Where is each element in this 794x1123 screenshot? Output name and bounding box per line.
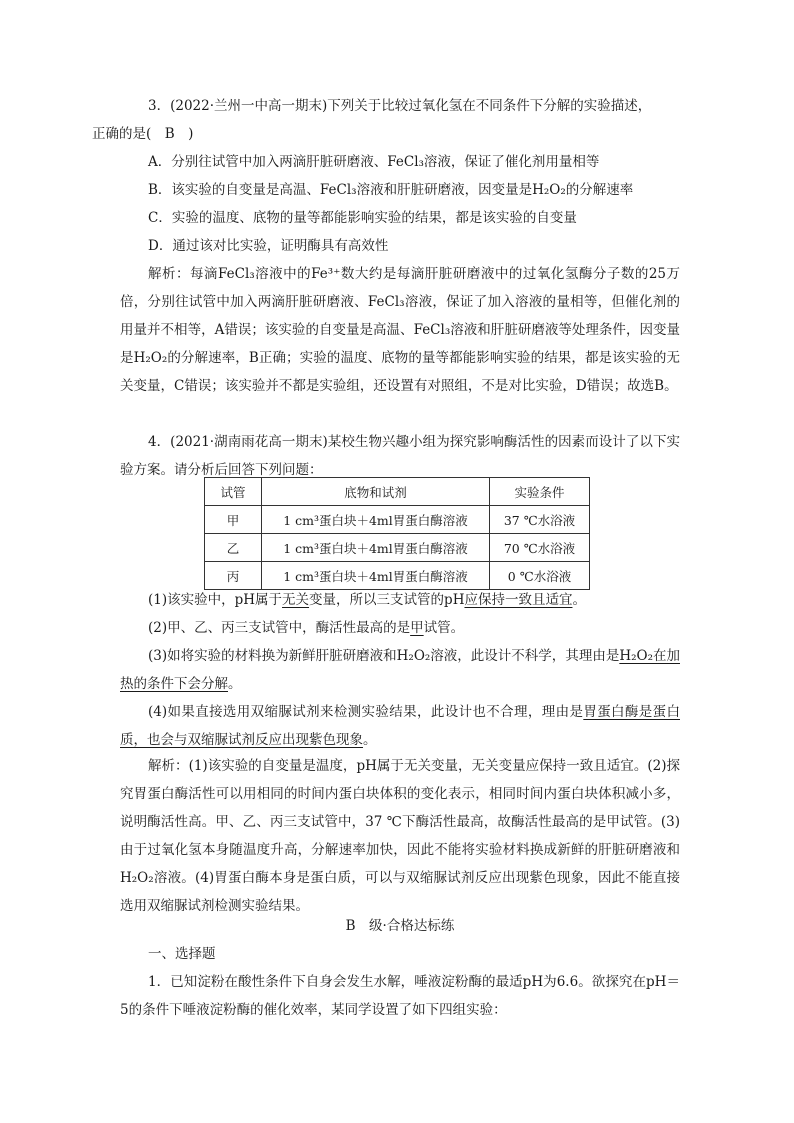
section-b-title: B 级·合格达标练 (345, 918, 455, 934)
table-row (205, 506, 590, 534)
answer-blank: 甲 (410, 620, 424, 636)
answer-blank: 胃蛋白酶是蛋白质，也会与双缩脲试剂反应出现紫色现象 (120, 704, 680, 748)
table-cell: 1 cm³蛋白块＋4ml胃蛋白酶溶液 (262, 506, 490, 534)
q3-option-c: C．实验的温度、底物的量等都能影响实验的结果，都是该实验的自变量 (148, 210, 577, 226)
table-row (205, 534, 590, 562)
table-cell: 甲 (205, 506, 262, 534)
table-header-row (205, 478, 590, 506)
table-cell: 0 ℃水浴液 (490, 562, 590, 590)
table-header: 底物和试剂 (262, 478, 490, 506)
q4-answer-4: (4)如果直接选用双缩脲试剂来检测实验结果，此设计也不合理，理由是胃蛋白酶是蛋白质，也会与双缩脲试剂反应出现紫色现象。 (120, 704, 680, 748)
table-header: 试管 (205, 478, 262, 506)
table-header: 实验条件 (490, 478, 590, 506)
table-cell: 70 ℃水浴液 (490, 534, 590, 562)
answer-blank: 无关 (282, 592, 310, 608)
q3-option-a: A．分别往试管中加入两滴肝脏研磨液、FeCl₃溶液，保证了催化剂用量相等 (148, 154, 600, 170)
q3-option-b: B．该实验的自变量是高温、FeCl₃溶液和肝脏研磨液，因变量是H₂O₂的分解速率 (148, 182, 634, 198)
q4-analysis: 解析：(1)该实验的自变量是温度，pH属于无关变量，无关变量应保持一致且适宜。(2)探究胃蛋白酶活性可以用相同的时间内蛋白块体积的变化表示，相同时间内蛋白块体积减小多，说明酶活性高。甲、乙、丙三支试管中，37 ℃下酶活性最高，故酶活性最高的是甲试管。(3)由于过氧化氢本身随温度升高，分解速率加快，因此不能将实验材料换成新鲜的肝脏研磨液和H₂O₂溶液。(4)胃蛋白酶本身是蛋白质，可以与双缩脲试剂反应出现紫色现象，因此不能直接选用双缩脲试剂检测实验结果。 (120, 758, 680, 914)
experiment-table (204, 477, 590, 590)
answer-blank: 应保持一致且适宜 (464, 592, 573, 608)
q3-line2: 正确的是( B ) (92, 126, 194, 142)
table-cell: 乙 (205, 534, 262, 562)
section-b-q1: 1．已知淀粉在酸性条件下自身会发生水解，唾液淀粉酶的最适pH为6.6。欲探究在pH＝5的条件下唾液淀粉酶的催化效率，某同学设置了如下四组实验： (120, 974, 680, 1018)
section-b-subtitle: 一、选择题 (148, 946, 216, 962)
table-cell: 37 ℃水浴液 (490, 506, 590, 534)
q3-analysis: 解析：每滴FeCl₃溶液中的Fe³⁺数大约是每滴肝脏研磨液中的过氧化氢酶分子数的25万倍，分别往试管中加入两滴肝脏研磨液、FeCl₃溶液，保证了加入溶液的量相等，但催化剂的用量并不相等，A错误；该实验的自变量是高温、FeCl₃溶液和肝脏研磨液等处理条件，因变量是H₂O₂的分解速率，B正确；实验的温度、底物的量等都能影响实验的结果，都是该实验的无关变量，C错误；该实验并不都是实验组，还设置有对照组，不是对比实验，D错误；故选B。 (120, 266, 680, 394)
answer-blank: H₂O₂在加热的条件下会分解 (120, 648, 680, 692)
table-cell: 1 cm³蛋白块＋4ml胃蛋白酶溶液 (262, 562, 490, 590)
table-cell: 丙 (205, 562, 262, 590)
q4-stem: 4．(2021·湖南雨花高一期末)某校生物兴趣小组为探究影响酶活性的因素而设计了以下实验方案。请分析后回答下列问题： (120, 434, 680, 478)
q3-line1: 3．(2022·兰州一中高一期末)下列关于比较过氧化氢在不同条件下分解的实验描述， (148, 98, 652, 114)
q3-option-d: D．通过该对比实验，证明酶具有高效性 (148, 238, 389, 254)
table-cell: 1 cm³蛋白块＋4ml胃蛋白酶溶液 (262, 534, 490, 562)
q4-answer-1: (1)该实验中，pH属于无关变量，所以三支试管的pH应保持一致且适宜。 (148, 592, 586, 608)
q4-answer-2: (2)甲、乙、丙三支试管中，酶活性最高的是甲试管。 (148, 620, 465, 636)
q3-stem (92, 92, 680, 148)
q4-answer-3: (3)如将实验的材料换为新鲜肝脏研磨液和H₂O₂溶液，此设计不科学，其理由是H₂O₂在加热的条件下会分解。 (120, 648, 680, 692)
